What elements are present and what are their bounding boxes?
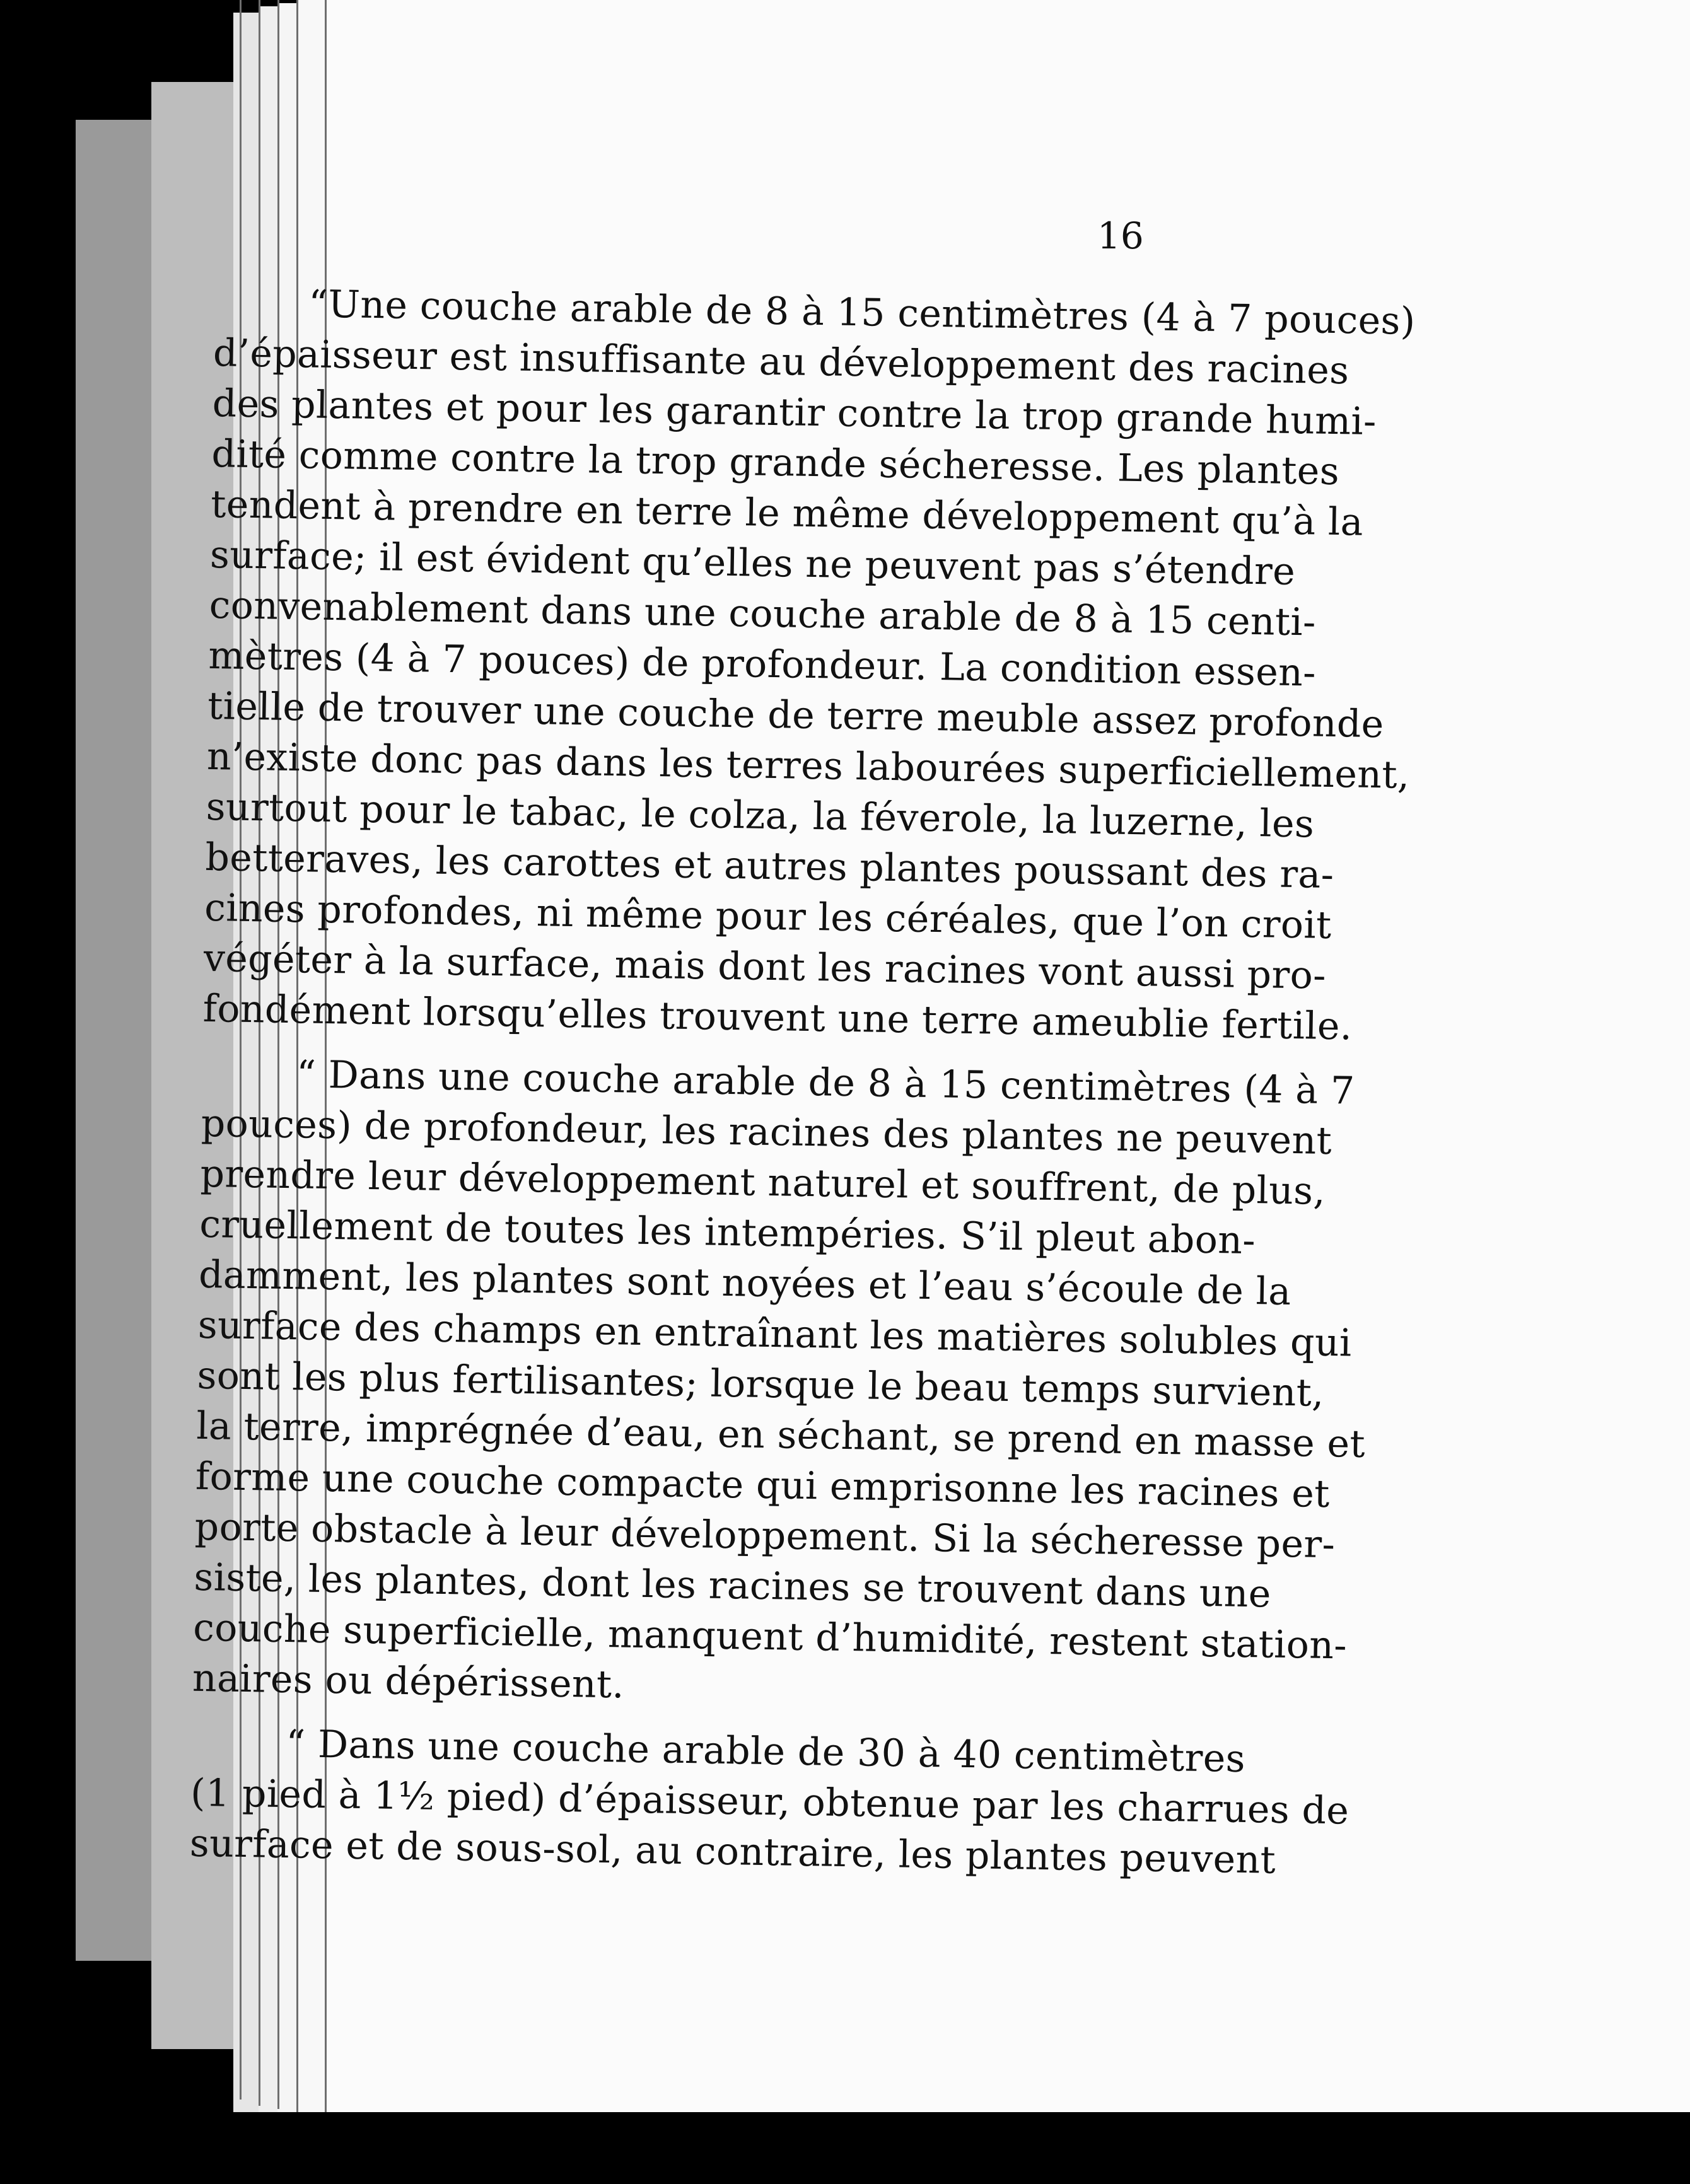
text-line: végéter à la surface, mais dont les racines vont aussi pro- (203, 936, 1327, 998)
text-line: tielle de trouver une couche de terre meuble assez profonde (207, 683, 1385, 747)
text-line: (1 pied à 1½ pied) d’épaisseur, obtenue par les charrues de (190, 1770, 1349, 1833)
text-line: porte obstacle à leur développement. Si la sécheresse per- (194, 1504, 1336, 1567)
text-line: d’épaisseur est insuffisante au développement des racines (213, 330, 1349, 393)
text-line: siste, les plantes, dont les racines se trouvent dans une (194, 1555, 1272, 1617)
text-line: pouces) de profondeur, les racines des plantes ne peuvent (201, 1101, 1332, 1163)
text-line: mètres (4 à 7 pouces) de profondeur. La condition essen- (208, 633, 1317, 695)
paragraph (202, 277, 1614, 1056)
text-line: surface et de sous-sol, au contraire, les plantes peuvent (189, 1821, 1276, 1883)
text-line: tendent à prendre en terre le même développement qu’à la (210, 482, 1364, 545)
text-line: surtout pour le tabac, le colza, la féverole, la luzerne, les (206, 784, 1315, 847)
page-body-text (189, 277, 1614, 1891)
text-line: damment, les plantes sont noyées et l’eau s’écoule de la (198, 1252, 1292, 1315)
text-line: forme une couche compacte qui emprisonne les racines et (195, 1454, 1331, 1517)
text-line: surface des champs en entraînant les matières solubles qui (197, 1303, 1353, 1366)
text-line: sont les plus fertilisantes; lorsque le beau temps survient, (197, 1353, 1325, 1415)
text-line: “ Dans une couche arable de 8 à 15 centimètres (4 à 7 (296, 1052, 1356, 1113)
text-line: fondément lorsqu’elles trouvent une terre ameublie fertile. (202, 986, 1353, 1049)
text-line: “ Dans une couche arable de 30 à 40 centimètres (285, 1722, 1246, 1781)
text-line: cruellement de toutes les intempéries. S’il pleut abon- (199, 1202, 1256, 1263)
page-number: 16 (1097, 214, 1144, 257)
text-line: naires ou dépérissent. (192, 1656, 625, 1707)
text-line: “Une couche arable de 8 à 15 centimètres (4 à 7 pouces) (308, 282, 1416, 344)
text-line: betteraves, les carottes et autres plantes poussant des ra- (204, 835, 1334, 897)
text-line: convenablement dans une couche arable de 8 à 15 centi- (209, 583, 1317, 645)
text-line: surface; il est évident qu’elles ne peuvent pas s’étendre (209, 532, 1296, 594)
text-line: n’existe donc pas dans les terres labourées superficiellement, (206, 734, 1410, 798)
paragraph (192, 1048, 1602, 1726)
text-line: couche superficielle, manquent d’humidité, restent station- (192, 1605, 1348, 1668)
text-line: cines profondes, ni même pour les céréales, que l’on croit (204, 885, 1332, 948)
paragraph (189, 1717, 1591, 1891)
text-line: des plantes et pour les garantir contre la trop grande humi- (212, 381, 1377, 444)
text-line: prendre leur développement naturel et souffrent, de plus, (200, 1151, 1326, 1214)
text-line: la terre, imprégnée d’eau, en séchant, se prend en masse et (195, 1403, 1366, 1467)
text-line: dité comme contre la trop grande sécheresse. Les plantes (211, 431, 1340, 494)
